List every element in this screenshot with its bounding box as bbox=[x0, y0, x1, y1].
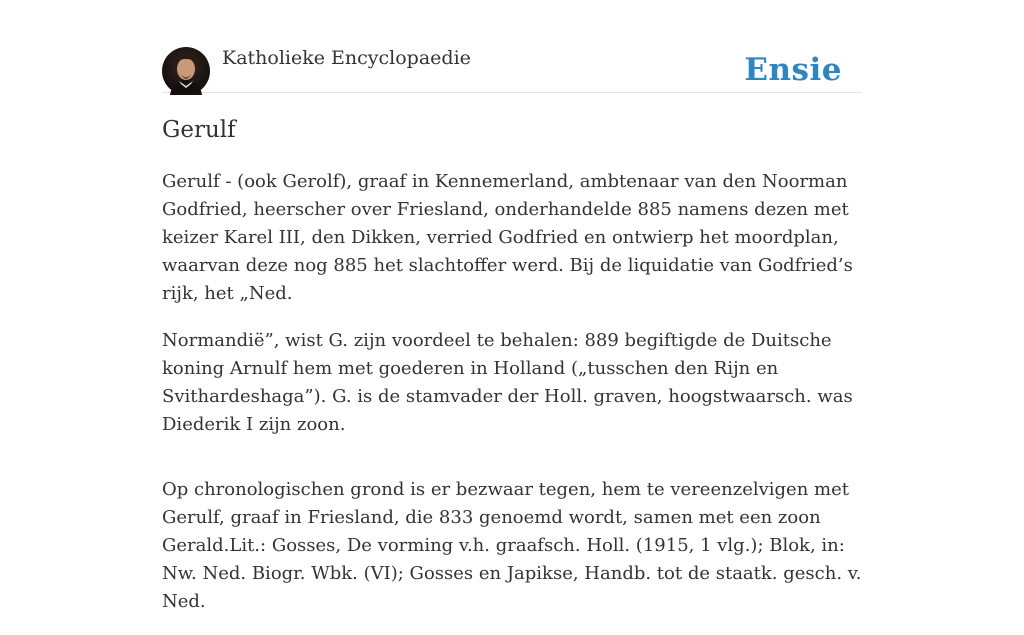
site-header bbox=[162, 44, 862, 93]
article-paragraph: Gerulf - (ook Gerolf), graaf in Kennemerland, ambtenaar van den Noorman Godfried, heerscher over Friesland, onderhandelde 885 namens dezen met keizer Karel III, den Dikken, verried Godfried en ontwierp het moordplan, waarvan deze nog 885 het slachtoffer werd. Bij de liquidatie van Godfried’s rijk, het „Ned. bbox=[162, 171, 853, 304]
portrait-icon bbox=[162, 47, 210, 95]
article-title: Gerulf bbox=[162, 117, 236, 143]
article-paragraph: Op chronologischen grond is er bezwaar tegen, hem te vereenzelvigen met Gerulf, graaf in Friesland, die 833 genoemd wordt, samen met een zoon Gerald.Lit.: Gosses, De vorming v.h. graafsch. Holl. (1915, 1 vlg.); Blok, in: Nw. Ned. Biogr. Wbk. (VI); Gosses en Japikse, Handb. tot de staatk. gesch. v. Ned. bbox=[162, 479, 862, 612]
article-body bbox=[162, 168, 862, 635]
encyclopedia-avatar[interactable] bbox=[162, 47, 210, 95]
article-paragraph: Normandië”, wist G. zijn voordeel te behalen: 889 begiftigde de Duitsche koning Arnulf hem met goederen in Holland („tusschen den Rijn en Svithardeshaga”). G. is de stamvader der Holl. graven, hoogstwaarsch. was Diederik I zijn zoon. bbox=[162, 330, 853, 435]
ensie-logo[interactable]: Ensie bbox=[744, 52, 842, 88]
encyclopedia-name[interactable]: Katholieke Encyclopaedie bbox=[222, 47, 471, 69]
